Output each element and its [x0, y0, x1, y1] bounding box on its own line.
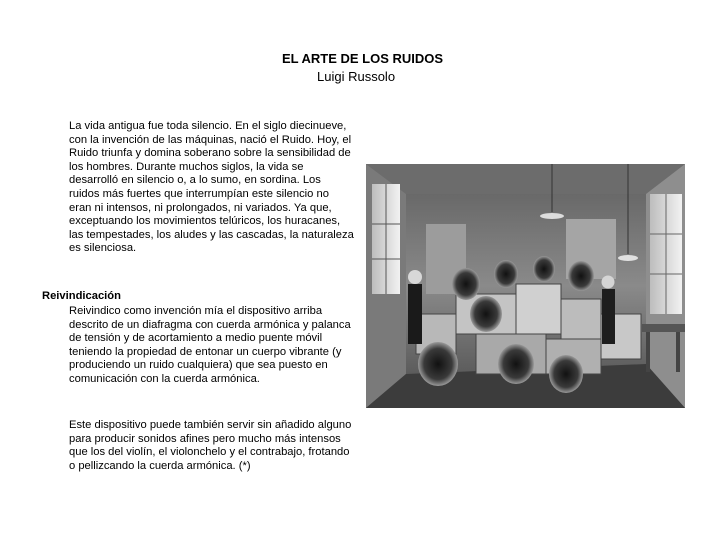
author-name: Luigi Russolo: [317, 69, 396, 84]
document-title: EL ARTE DE LOS RUIDOS: [282, 51, 444, 66]
device-paragraph: Este dispositivo puede también servir sin añadido alguno para producir sonidos afines pero mucho más intensos que los del violín, el violonchelo y el contrabajo, frotando o pellizcando la cuerda armónica. (*): [69, 419, 352, 472]
intonarumori-photo: [366, 164, 685, 408]
section-heading: Reivindicación: [42, 290, 121, 302]
intro-paragraph: La vida antigua fue toda silencio. En el siglo diecinueve, con la invención de las máquinas, nació el Ruido. Hoy, el Ruido triunfa y domina soberano sobre la sensibilidad de los hombres. Durante muchos siglos, la vida se desarrolló en silencio o, a lo sumo, en sordina. Los ruidos más fuertes que interrumpían este silencio no eran ni intensos, ni prolongados, ni variados. Ya que, exceptuando los movimientos telúricos, los huracanes, las tempestades, los aludes y las cascadas, la naturaleza es silenciosa.: [69, 120, 354, 255]
claim-paragraph: Reivindico como invención mía el dispositivo arriba descrito de un diafragma con cuerda armónica y palanca de tensión y de acortamiento a medio puente móvil teniendo la propiedad de entonar un cuerpo vibrante (y produciendo un ruido cualquiera) que sea puesto en comunicación con la cuerda armónica.: [69, 305, 351, 385]
